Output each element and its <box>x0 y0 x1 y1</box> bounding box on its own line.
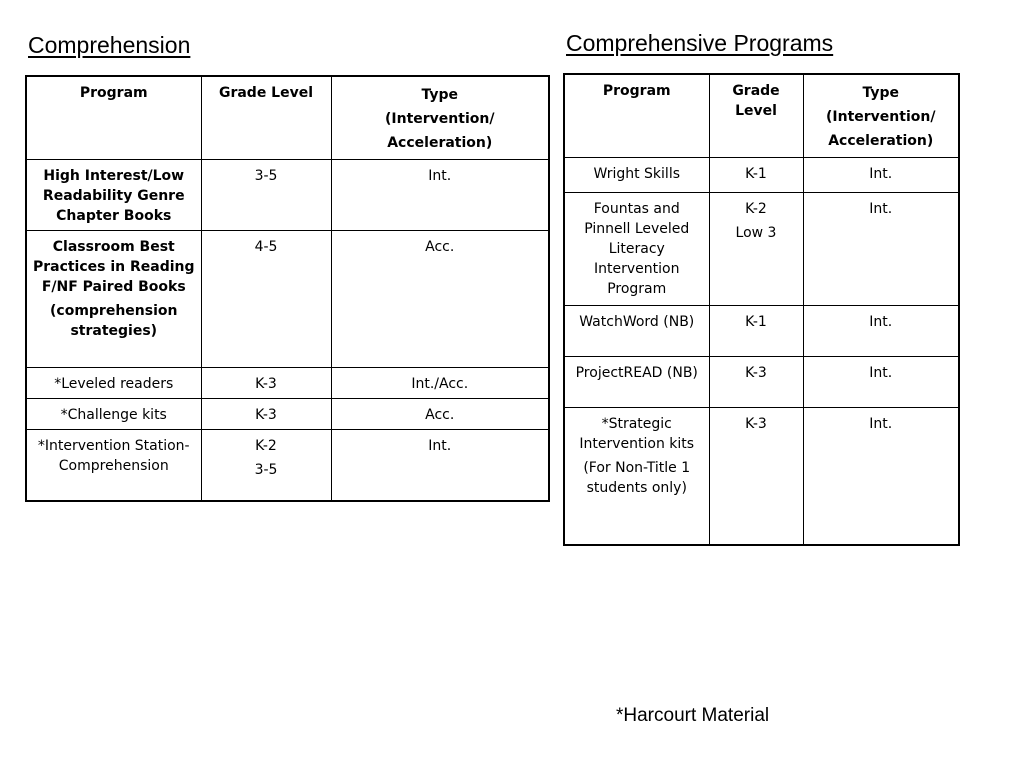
program-header: Program <box>564 74 709 158</box>
type-header-line: Type <box>862 85 900 101</box>
program-text: High Interest/Low Readability Genre Chapter Books <box>42 168 185 224</box>
program-subtext: (For Non-Title 1 students only) <box>583 460 691 496</box>
header-row <box>564 74 959 158</box>
table-row <box>564 193 959 306</box>
program-cell <box>564 306 709 357</box>
grade-level-header: Grade Level <box>201 76 331 160</box>
type-cell: Int. <box>803 158 959 193</box>
type-cell: Int. <box>803 408 959 545</box>
grade-text: K-3 <box>745 365 767 381</box>
table-row <box>564 158 959 193</box>
program-text: WatchWord (NB) <box>579 314 695 330</box>
table-row <box>564 357 959 408</box>
grade-cell <box>709 158 803 193</box>
grade-text: K-2 <box>745 201 767 217</box>
comprehension-heading: Comprehension <box>28 32 191 58</box>
table-row <box>564 408 959 545</box>
grade-text: K-1 <box>745 314 767 330</box>
grade-cell <box>709 357 803 408</box>
program-cell <box>26 160 201 231</box>
type-header-line: (Intervention/ <box>385 111 495 127</box>
program-text: Wright Skills <box>593 166 680 182</box>
table-row <box>26 368 549 399</box>
grade-text: Low 3 <box>735 225 777 241</box>
grade-cell <box>201 399 331 430</box>
table-row <box>26 430 549 501</box>
program-cell <box>564 158 709 193</box>
type-header <box>331 76 549 160</box>
program-text: ProjectREAD (NB) <box>575 365 698 381</box>
type-header-line: Type <box>421 87 459 103</box>
program-cell <box>26 399 201 430</box>
grade-text: 4-5 <box>254 239 278 255</box>
table-row <box>26 231 549 368</box>
type-cell: Int. <box>331 430 549 501</box>
table-row <box>26 399 549 430</box>
program-cell <box>26 368 201 399</box>
grade-text: 3-5 <box>254 168 278 184</box>
table-row <box>564 306 959 357</box>
type-header <box>803 74 959 158</box>
type-cell: Int. <box>803 357 959 408</box>
grade-cell <box>201 231 331 368</box>
grade-cell <box>201 160 331 231</box>
grade-level-header: Grade Level <box>709 74 803 158</box>
program-cell <box>564 408 709 545</box>
type-header-line: Acceleration) <box>828 133 934 149</box>
program-text: *Leveled readers <box>54 376 174 392</box>
program-text: *Strategic Intervention kits <box>579 416 695 452</box>
grade-text: K-3 <box>255 376 277 392</box>
grade-text: K-1 <box>745 166 767 182</box>
grade-text: 3-5 <box>254 462 278 478</box>
comprehensive-programs-heading: Comprehensive Programs <box>566 30 834 56</box>
grade-cell <box>709 193 803 306</box>
comprehensive-programs-table <box>563 73 960 546</box>
program-text: *Challenge kits <box>60 407 167 423</box>
grade-cell <box>201 368 331 399</box>
type-cell: Int. <box>331 160 549 231</box>
grade-cell <box>201 430 331 501</box>
type-cell: Acc. <box>331 399 549 430</box>
type-cell: Int./Acc. <box>331 368 549 399</box>
program-text: Fountas and Pinnell Leveled Literacy Intervention Program <box>584 201 690 297</box>
grade-text: K-3 <box>255 407 277 423</box>
harcourt-footnote: *Harcourt Material <box>616 705 770 726</box>
program-cell <box>26 430 201 501</box>
grade-cell <box>709 306 803 357</box>
program-header: Program <box>26 76 201 160</box>
program-text: Classroom Best Practices in Reading F/NF Paired Books <box>32 239 195 295</box>
type-cell: Acc. <box>331 231 549 368</box>
type-header-line: (Intervention/ <box>826 109 936 125</box>
header-row <box>26 76 549 160</box>
grade-text: K-3 <box>745 416 767 432</box>
program-cell <box>564 357 709 408</box>
program-text: *Intervention Station-Comprehension <box>37 438 190 474</box>
grade-cell <box>709 408 803 545</box>
type-header-line: Acceleration) <box>387 135 493 151</box>
table-row <box>26 160 549 231</box>
grade-text: K-2 <box>255 438 277 454</box>
type-cell: Int. <box>803 306 959 357</box>
comprehension-table <box>25 75 550 502</box>
program-cell <box>564 193 709 306</box>
program-subtext: (comprehension strategies) <box>50 303 178 339</box>
program-cell <box>26 231 201 368</box>
type-cell: Int. <box>803 193 959 306</box>
